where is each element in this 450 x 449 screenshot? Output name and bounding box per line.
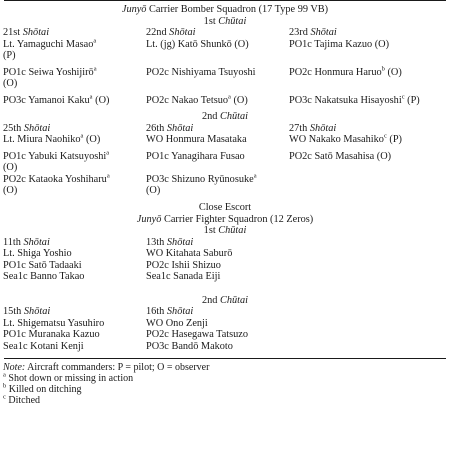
member: PO2c Ishii Shizuo — [146, 259, 221, 271]
member: PO3c Shizuno Ryūnosuke$^a$ — [146, 172, 257, 185]
shotai-11-heading: 11th Shōtai — [3, 236, 50, 248]
fighter-chutai-2-headers — [0, 306, 450, 318]
fighter-chutai-2-heading: 2nd Chūtai — [201, 294, 249, 306]
notes-rule — [4, 358, 446, 359]
fighter-chutai-1-row-2 — [0, 260, 450, 272]
footnote-c: $^c$ Ditched — [3, 394, 41, 407]
bomber-chutai-2-row-3 — [0, 174, 450, 186]
bomber-chutai-2-row-2b — [0, 162, 450, 174]
top-rule — [4, 0, 446, 1]
footnote-b: $^b$ Killed on ditching — [3, 383, 82, 396]
bomber-chutai-2-row-3b — [0, 185, 450, 197]
member: Lt. Miura Naohiko$^a$ (O) — [3, 132, 101, 146]
member-continuation: (O) — [3, 78, 18, 90]
member: PO2c Kataoka Yoshiharu$^a$ — [3, 172, 110, 185]
member: WO Ono Zenji — [146, 317, 208, 329]
member: PO1c Yanagihara Fusao — [146, 150, 245, 162]
member: PO2c Hasegawa Tatsuzo — [146, 329, 249, 341]
fighter-chutai-1-row-3 — [0, 271, 450, 283]
fighter-chutai-1-headers — [0, 237, 450, 249]
shotai-25-heading: 25th Shōtai — [3, 122, 51, 134]
fighter-squadron-title: Junyō Carrier Fighter Squadron (12 Zeros) — [136, 213, 314, 225]
bomber-chutai-1-headers — [0, 27, 450, 39]
fighter-chutai-2-row-3 — [0, 341, 450, 353]
fighter-chutai-1-heading: 1st Chūtai — [203, 225, 247, 237]
shotai-15-heading: 15th Shōtai — [3, 306, 51, 318]
note-line: Note: Aircraft commanders: P = pilot; O = observer — [3, 362, 210, 374]
member: PO3c Bandō Makoto — [146, 340, 233, 352]
bomber-squadron-title: Junyō Carrier Bomber Squadron (17 Type 99 VB) — [121, 4, 329, 15]
member: PO2c Nakao Tetsuo$^a$ (O) — [146, 93, 248, 106]
member: PO2c Nishiyama Tsuyoshi — [146, 66, 256, 78]
member-continuation: (O) — [3, 162, 18, 174]
shotai-21-heading: 21st Shōtai — [3, 27, 50, 39]
member: PO3c Nakatsuka Hisayoshi$^c$ (P) — [289, 93, 420, 106]
member-continuation: (P) — [3, 50, 16, 62]
member: Sea1c Sanada Eiji — [146, 271, 221, 283]
member: Sea1c Kotani Kenji — [3, 340, 84, 352]
bomber-chutai-1-row-3 — [0, 95, 450, 107]
bomber-chutai-2-row-1 — [0, 134, 450, 146]
escort-heading: Close Escort — [198, 201, 252, 213]
bomber-chutai-2-row-2 — [0, 151, 450, 163]
member: PO1c Seiwa Yoshijirō$^a$ — [3, 65, 97, 78]
bomber-chutai-1-row-1 — [0, 39, 450, 51]
member: Sea1c Banno Takao — [3, 271, 85, 283]
member: Lt. Shiga Yoshio — [3, 248, 72, 260]
member: Lt. Shigematsu Yasuhiro — [3, 317, 105, 329]
shotai-26-heading: 26th Shōtai — [146, 122, 194, 134]
shotai-22-heading: 22nd Shōtai — [146, 27, 196, 39]
notes — [0, 362, 450, 406]
bomber-chutai-2-heading: 2nd Chūtai — [201, 111, 249, 123]
member: Lt. (jg) Katō Shunkō (O) — [146, 38, 249, 50]
member: PO2c Satō Masahisa (O) — [289, 150, 392, 162]
member: Lt. Yamaguchi Masao$^a$ — [3, 37, 97, 50]
member: PO1c Muranaka Kazuo — [3, 329, 100, 341]
member: PO1c Satō Tadaaki — [3, 259, 82, 271]
shotai-23-heading: 23rd Shōtai — [289, 27, 337, 39]
bomber-chutai-1-heading: 1st Chūtai — [203, 15, 247, 27]
shotai-13-heading: 13th Shōtai — [146, 236, 194, 248]
member: WO Honmura Masataka — [146, 134, 247, 146]
member: PO3c Yamanoi Kaku$^a$ (O) — [3, 93, 110, 106]
bomber-chutai-1-row-2 — [0, 67, 450, 79]
bomber-chutai-1-row-2b — [0, 78, 450, 90]
member-continuation: (O) — [3, 185, 18, 197]
member: PO1c Tajima Kazuo (O) — [289, 38, 390, 50]
member: WO Nakako Masahiko$^c$ (P) — [289, 132, 402, 146]
bomber-chutai-2-headers — [0, 123, 450, 135]
shotai-27-heading: 27th Shōtai — [289, 122, 337, 134]
shotai-16-heading: 16th Shōtai — [146, 306, 194, 318]
member: PO1c Yabuki Katsuyoshi$^a$ — [3, 149, 110, 162]
bomber-chutai-1-row-1b — [0, 50, 450, 62]
footnote-a: $^a$ Shot down or missing in action — [3, 372, 134, 385]
fighter-chutai-1-row-1 — [0, 248, 450, 260]
member: PO2c Honmura Haruo$^b$ (O) — [289, 65, 402, 78]
fighter-chutai-2-row-1 — [0, 318, 450, 330]
fighter-chutai-2-row-2 — [0, 329, 450, 341]
member: WO Kitahata Saburō — [146, 248, 233, 260]
member-continuation: (O) — [146, 185, 161, 197]
